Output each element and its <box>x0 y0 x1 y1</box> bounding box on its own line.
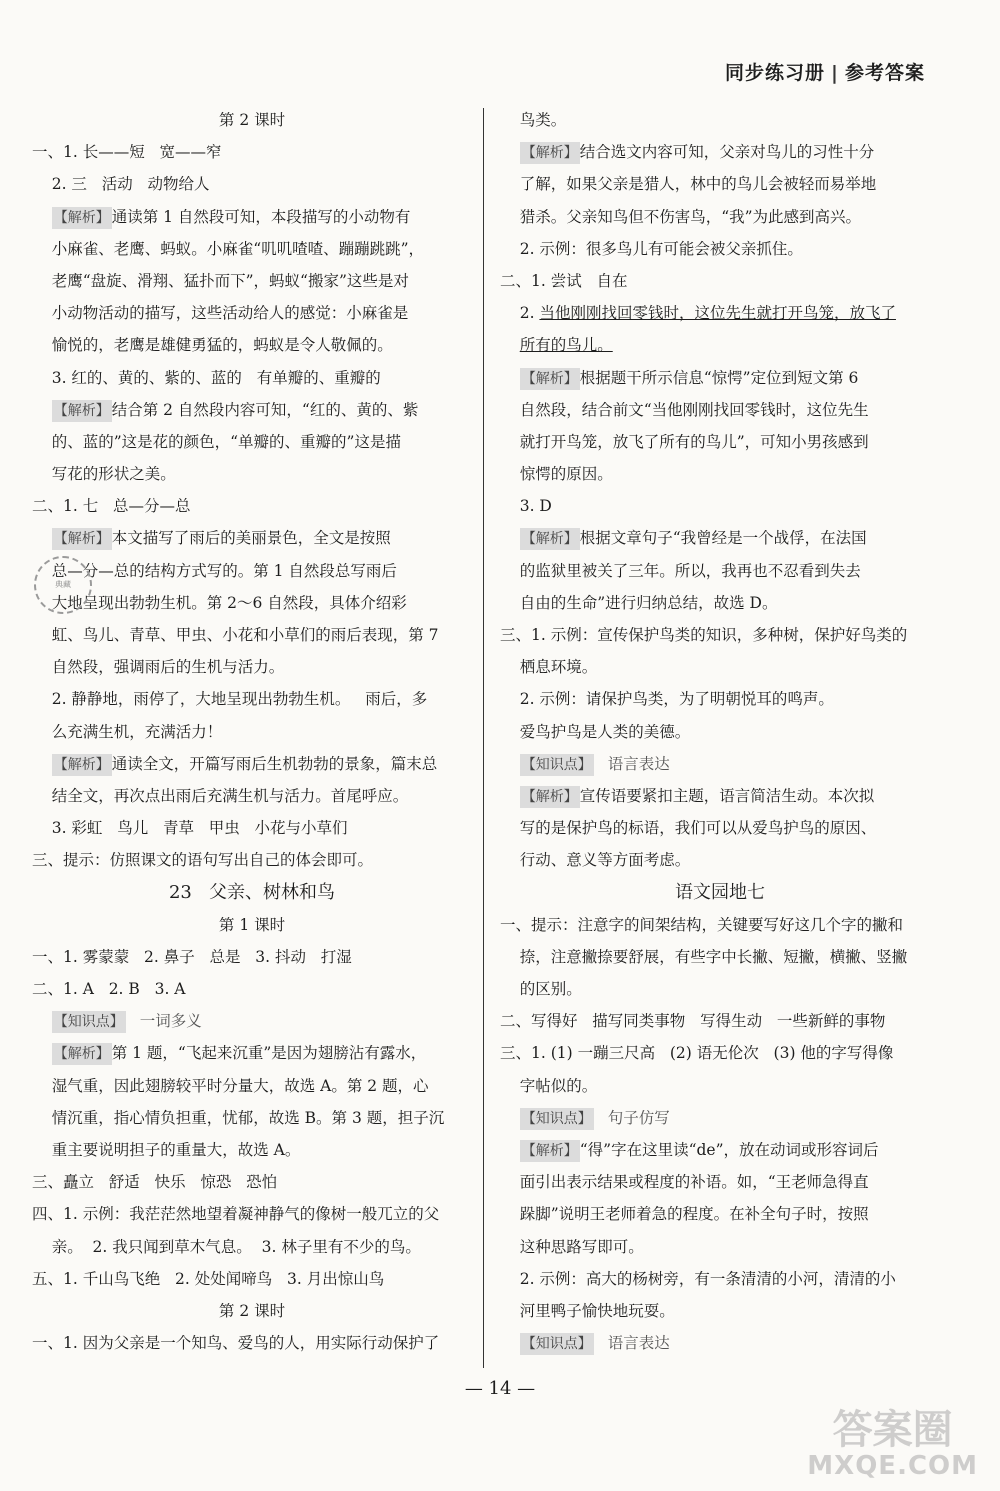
answer-line: 的区别。 <box>500 980 582 999</box>
answer-line: 一、提示：注意字的间架结构，关键要写好这几个字的撇和 <box>500 915 904 934</box>
answer-line: 四、1. 示例：我茫茫然地望着凝神静气的像树一般兀立的父 <box>32 1205 440 1224</box>
answer-line <box>32 748 472 780</box>
watermark-logo: 答案圈 <box>832 1407 953 1453</box>
knowledge-tag: 【知识点】 <box>520 754 594 776</box>
answer-line: 一、1. 长——短 宽——窄 <box>32 143 222 162</box>
answer-line: 跺脚”说明王老师着急的程度。在补全句子时，按照 <box>500 1205 869 1224</box>
answer-line: 面引出表示结果或程度的补语。如，“王老师急得直 <box>500 1173 869 1192</box>
right-column <box>500 104 940 1359</box>
answer-line <box>32 1037 472 1069</box>
left-column <box>32 104 472 1359</box>
answer-line <box>500 362 940 394</box>
answer-text: 语言表达 <box>607 1334 670 1353</box>
answer-line: 了解，如果父亲是猎人，林中的鸟儿会被轻而易举地 <box>500 175 877 194</box>
lesson-subheading: 第 1 课时 <box>218 915 286 934</box>
knowledge-tag: 【知识点】 <box>520 1108 594 1130</box>
answer-line: 字帖似的。 <box>500 1076 598 1095</box>
answer-line: 2. 示例：请保护鸟类，为了明朝悦耳的鸣声。 <box>500 690 834 709</box>
knowledge-tag: 【知识点】 <box>520 1333 594 1355</box>
answer-line: 五、1. 千山鸟飞绝 2. 处处闻啼鸟 3. 月出惊山鸟 <box>32 1269 385 1288</box>
answer-line <box>500 136 940 168</box>
answer-line: 大地呈现出勃勃生机。第 2～6 自然段，具体介绍彩 <box>32 593 407 612</box>
answer-line: 三、1. (1) 一蹦三尺高 (2) 语无伦次 (3) 他的字写得像 <box>500 1044 894 1063</box>
analysis-tag: 【解析】 <box>52 400 112 422</box>
analysis-tag: 【解析】 <box>520 142 580 164</box>
section-title: 语文园地七 <box>675 881 765 903</box>
answer-line: 湿气重，因此翅膀较平时分量大，故选 A。第 2 题，心 <box>32 1076 429 1095</box>
answer-line: 情沉重，指心情负担重，忧郁，故选 B。第 3 题，担子沉 <box>32 1108 445 1127</box>
answer-line: 自然段，强调雨后的生机与活力。 <box>32 658 285 677</box>
answer-line: 的、蓝的”这是花的颜色，“单瓣的、重瓣的”这是描 <box>32 432 401 451</box>
answer-line <box>500 1327 940 1359</box>
answer-line: 的监狱里被关了三年。所以，我再也不忍看到失去 <box>500 561 861 580</box>
answer-line: 3. 红的、黄的、紫的、蓝的 有单瓣的、重瓣的 <box>32 368 381 387</box>
answer-line: 自由的生命”进行归纳总结，故选 D。 <box>500 593 778 612</box>
answer-line <box>500 297 940 329</box>
answer-line: 2. 示例：高大的杨树旁，有一条清清的小河，清清的小 <box>500 1269 896 1288</box>
watermark-url: MXQE.COM <box>807 1451 978 1481</box>
answer-text: 通读第 1 自然段可知，本段描写的小动物有 <box>111 207 411 226</box>
answer-line <box>500 780 940 812</box>
answer-line <box>500 522 940 554</box>
answer-line <box>500 1102 940 1134</box>
answer-line: 三、矗立 舒适 快乐 惊恐 恐怕 <box>32 1173 278 1192</box>
answer-text: 通读全文，开篇写雨后生机勃勃的景象，篇末总 <box>111 754 438 773</box>
answer-line <box>32 1005 472 1037</box>
answer-line <box>500 329 940 361</box>
answer-line: 猎杀。父亲知鸟但不伤害鸟，“我”为此感到高兴。 <box>500 207 862 226</box>
answer-line: 这种思路写即可。 <box>500 1237 644 1256</box>
page-header <box>725 58 925 85</box>
answer-line <box>500 1134 940 1166</box>
answer-line: 惊愕的原因。 <box>500 465 613 484</box>
answer-line: 亲。 2. 我只闻到草木气息。 3. 林子里有不少的鸟。 <box>32 1237 421 1256</box>
answer-line: 写花的形状之美。 <box>32 465 176 484</box>
analysis-tag: 【解析】 <box>52 528 112 550</box>
answer-text: 一词多义 <box>139 1012 202 1031</box>
header-subtitle: 参考答案 <box>844 62 925 84</box>
answer-line: 栖息环境。 <box>500 658 598 677</box>
answer-text: 宣传语要紧扣主题，语言简洁生动。本次拟 <box>579 786 875 805</box>
answer-line: 行动、意义等方面考虑。 <box>500 851 691 870</box>
answer-line: 一、1. 雾蒙蒙 2. 鼻子 总是 3. 抖动 打湿 <box>32 947 352 966</box>
lesson-subheading: 第 2 课时 <box>218 1301 286 1320</box>
analysis-tag: 【解析】 <box>520 528 580 550</box>
answer-text: 结合第 2 自然段内容可知，“红的、黄的、紫 <box>111 400 419 419</box>
watermark <box>807 1409 978 1481</box>
book-title: 同步练习册 <box>725 62 826 84</box>
answer-text: 本文描写了雨后的美丽景色，全文是按照 <box>111 529 391 548</box>
answer-line: 二、写得好 描写同类事物 写得生动 一些新鲜的事物 <box>500 1012 886 1031</box>
answer-line: 写的是保护鸟的标语，我们可以从爱鸟护鸟的原因、 <box>500 819 877 838</box>
column-divider <box>483 108 484 1368</box>
answer-line: 二、1. 七 总—分—总 <box>32 497 191 516</box>
underlined-answer: 所有的鸟儿。 <box>519 336 613 355</box>
answer-line <box>500 748 940 780</box>
answer-line: 结全文，再次点出雨后充满生机与活力。首尾呼应。 <box>32 786 409 805</box>
answer-text: 根据题干所示信息“惊愕”定位到短文第 6 <box>579 368 859 387</box>
answer-line: 鸟类。 <box>500 111 567 129</box>
answer-line: 愉悦的，老鹰是雄健勇猛的，蚂蚁是令人敬佩的。 <box>32 336 393 355</box>
answer-line: 三、提示：仿照课文的语句写出自己的体会即可。 <box>32 851 374 870</box>
answer-line: 总—分—总的结构方式写的。第 1 自然段总写雨后 <box>32 561 397 580</box>
underlined-answer: 当他刚刚找回零钱时，这位先生就打开鸟笼，放飞了 <box>539 304 896 323</box>
answer-line: 老鹰“盘旋、滑翔、猛扑而下”，蚂蚁“搬家”这些是对 <box>32 271 409 290</box>
answer-line: 一、1. 因为父亲是一个知鸟、爱鸟的人，用实际行动保护了 <box>32 1334 440 1353</box>
header-separator: | <box>831 62 839 84</box>
answer-line: 河里鸭子愉快地玩耍。 <box>500 1301 675 1320</box>
answer-text: “得”字在这里读“de”，放在动词或形容词后 <box>579 1141 879 1159</box>
answer-prefix <box>500 336 520 354</box>
answer-line <box>32 201 472 233</box>
analysis-tag: 【解析】 <box>520 368 580 390</box>
stamp-text: 典藏 <box>55 580 71 589</box>
analysis-tag: 【解析】 <box>520 1140 580 1162</box>
answer-text: 根据文章句子“我曾经是一个战俘，在法国 <box>579 529 867 548</box>
analysis-tag: 【解析】 <box>52 207 112 229</box>
page-number: — 14 — <box>464 1378 536 1399</box>
analysis-tag: 【解析】 <box>520 786 580 808</box>
answer-line: 么充满生机，充满活力！ <box>32 722 223 741</box>
knowledge-tag: 【知识点】 <box>52 1011 126 1033</box>
section-title: 23 父亲、树林和鸟 <box>168 881 336 903</box>
answer-line: 2. 示例：很多鸟儿有可能会被父亲抓住。 <box>500 239 803 258</box>
answer-line: 二、1. 尝试 自在 <box>500 271 628 290</box>
stamp-seal <box>34 556 92 614</box>
answer-line: 就打开鸟笼，放飞了所有的鸟儿”，可知小男孩感到 <box>500 432 869 451</box>
answer-line: 3. D <box>500 497 552 516</box>
answer-line: 小动物活动的描写，这些活动给人的感觉：小麻雀是 <box>32 304 409 323</box>
answer-line: 小麻雀、老鹰、蚂蚁。小麻雀“叽叽喳喳、蹦蹦跳跳”， <box>32 239 425 258</box>
answer-line: 重主要说明担子的重量大，故选 A。 <box>32 1141 301 1159</box>
answer-text: 句子仿写 <box>607 1108 670 1127</box>
answer-text: 结合选文内容可知，父亲对鸟儿的习性十分 <box>579 143 875 162</box>
answer-line: 自然段，结合前文“当他刚刚找回零钱时，这位先生 <box>500 400 869 419</box>
analysis-tag: 【解析】 <box>52 1043 112 1065</box>
answer-line: 2. 三 活动 动物给人 <box>32 175 210 194</box>
answer-line: 虹、鸟儿、青草、甲虫、小花和小草们的雨后表现，第 7 <box>32 626 439 644</box>
lesson-subheading: 第 2 课时 <box>218 111 286 129</box>
answer-line <box>32 522 472 554</box>
answer-line: 三、1. 示例：宣传保护鸟类的知识，多种树，保护好鸟类的 <box>500 626 908 644</box>
answer-text: 第 1 题，“飞起来沉重”是因为翅膀沾有露水， <box>111 1044 427 1063</box>
answer-line: 2. 静静地，雨停了，大地呈现出勃勃生机。 雨后，多 <box>32 690 428 709</box>
answer-prefix: 2. <box>500 304 540 323</box>
answer-line: 二、1. A 2. B 3. A <box>32 980 186 999</box>
answer-line: 3. 彩虹 鸟儿 青草 甲虫 小花与小草们 <box>32 819 348 838</box>
answer-text: 语言表达 <box>607 754 670 773</box>
answer-line <box>32 394 472 426</box>
answer-line: 爱鸟护鸟是人类的美德。 <box>500 722 691 741</box>
analysis-tag: 【解析】 <box>52 754 112 776</box>
answer-line: 捺，注意撇捺要舒展，有些字中长撇、短撇，横撇、竖撇 <box>500 947 908 966</box>
